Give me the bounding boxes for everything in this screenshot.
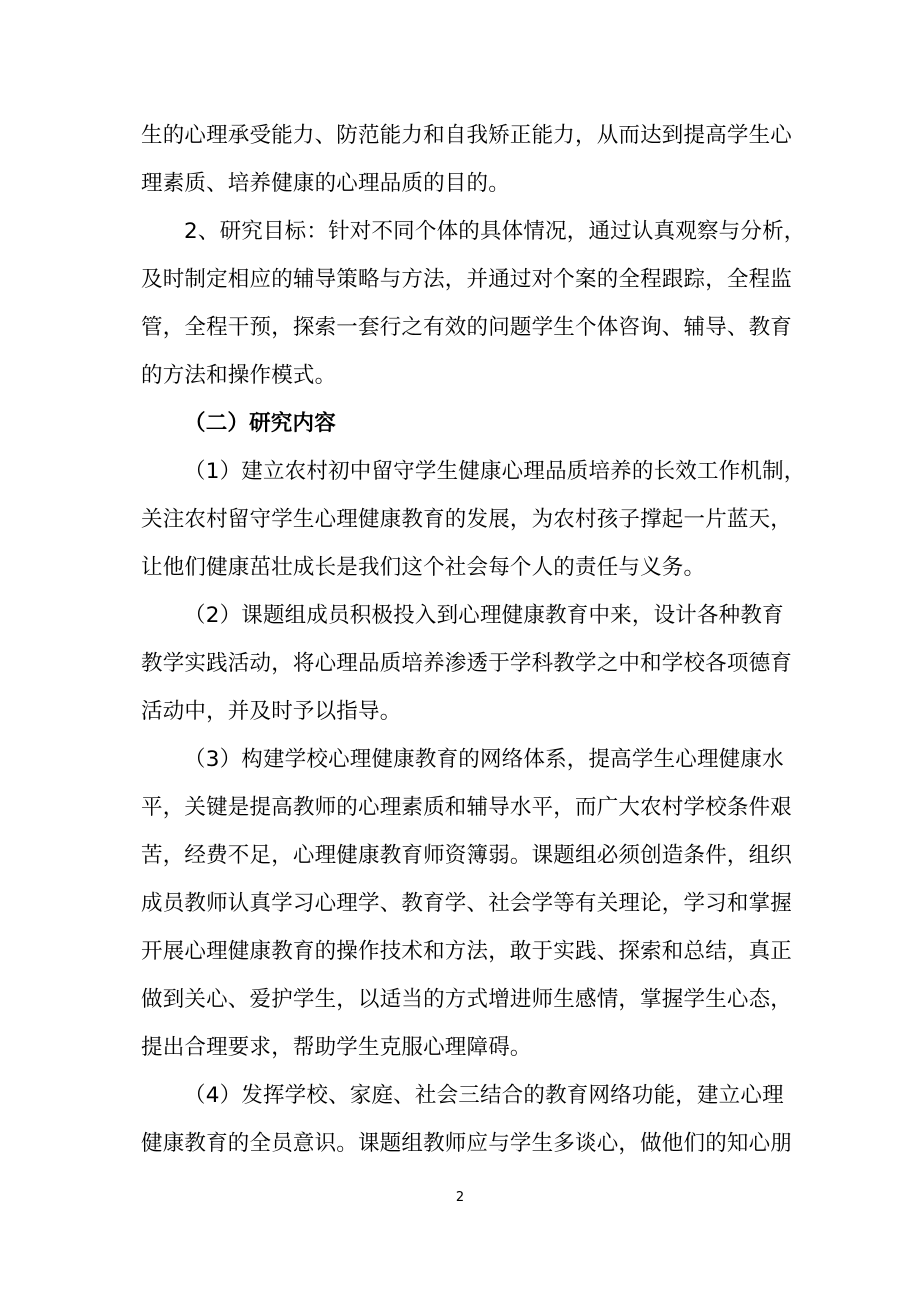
- paragraph-2-line-4: 的方法和操作模式。: [141, 363, 337, 388]
- paragraph-5-line-7: 提出合理要求，帮助学生克服心理障碍。: [141, 1035, 532, 1060]
- paragraph-1-line-2: 理素质、培养健康的心理品质的目的。: [141, 171, 510, 196]
- paragraph-6-line-1: （4）发挥学校、家庭、社会三结合的教育网络功能，建立心理: [184, 1083, 784, 1108]
- paragraph-5-line-6: 做到关心、爱护学生，以适当的方式增进师生感情，掌握学生心态，: [141, 987, 793, 1012]
- paragraph-5-line-3: 苦，经费不足，心理健康教育师资簿弱。课题组必须创造条件，组织: [141, 843, 793, 868]
- page-number: 2: [455, 1190, 465, 1205]
- paragraph-2-line-3: 管，全程干预，探索一套行之有效的问题学生个体咨询、辅导、教育: [141, 315, 793, 340]
- paragraph-1-line-1: 生的心理承受能力、防范能力和自我矫正能力，从而达到提高学生心: [141, 123, 793, 148]
- paragraph-5-line-1: （3）构建学校心理健康教育的网络体系，提高学生心理健康水: [184, 747, 784, 772]
- paragraph-3-line-2: 关注农村留守学生心理健康教育的发展，为农村孩子撑起一片蓝天，: [141, 507, 793, 532]
- paragraph-6-line-2: 健康教育的全员意识。课题组教师应与学生多谈心，做他们的知心朋: [141, 1131, 793, 1156]
- paragraph-5-line-5: 开展心理健康教育的操作技术和方法，敢于实践、探索和总结，真正: [141, 939, 793, 964]
- paragraph-5-line-4: 成员教师认真学习心理学、教育学、社会学等有关理论，学习和掌握: [141, 891, 793, 916]
- paragraph-4-line-3: 活动中，并及时予以指导。: [141, 699, 402, 724]
- paragraph-5-line-2: 平，关键是提高教师的心理素质和辅导水平，而广大农村学校条件艰: [141, 795, 793, 820]
- section-heading: （二）研究内容: [184, 411, 336, 436]
- paragraph-3-line-3: 让他们健康茁壮成长是我们这个社会每个人的责任与义务。: [141, 555, 706, 580]
- paragraph-3-line-1: （1）建立农村初中留守学生健康心理品质培养的长效工作机制，: [184, 459, 806, 484]
- paragraph-2-line-2: 及时制定相应的辅导策略与方法，并通过对个案的全程跟踪，全程监: [141, 267, 793, 292]
- paragraph-2-line-1: 2、研究目标：针对不同个体的具体情况，通过认真观察与分析，: [184, 219, 806, 244]
- paragraph-4-line-1: （2）课题组成员积极投入到心理健康教育中来，设计各种教育: [184, 603, 784, 628]
- paragraph-4-line-2: 教学实践活动，将心理品质培养渗透于学科教学之中和学校各项德育: [141, 651, 793, 676]
